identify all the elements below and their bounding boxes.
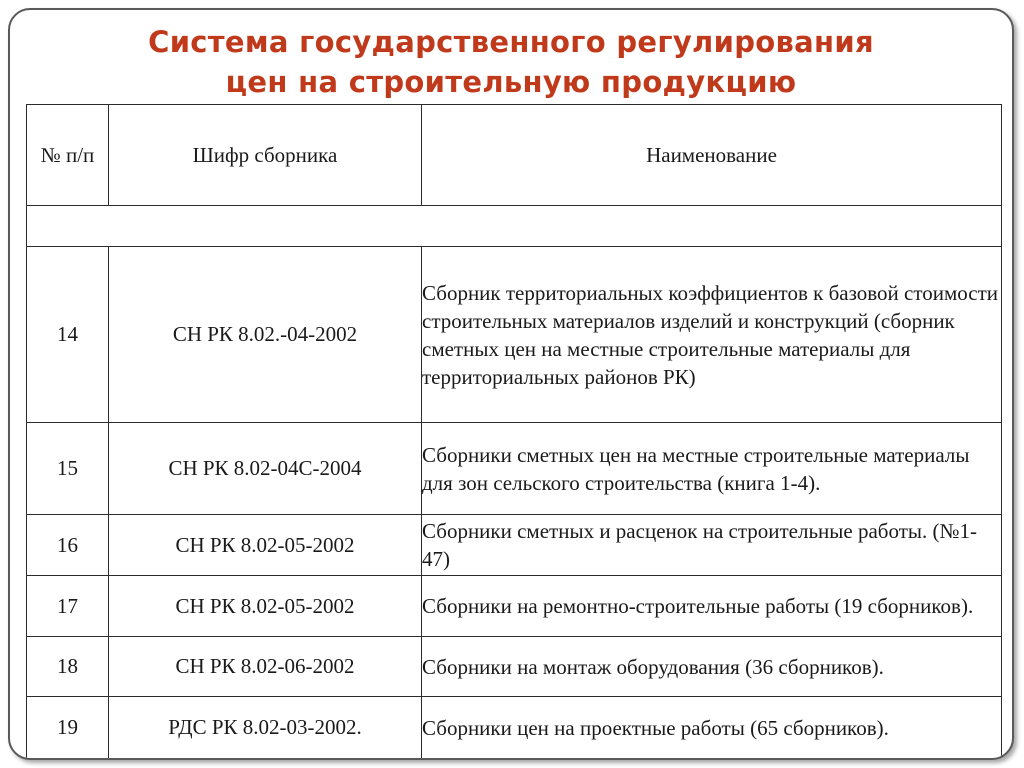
header-num: № п/п — [27, 105, 109, 206]
table-separator-row — [27, 206, 1002, 247]
row-name: Сборники сметных и расценок на строительные работы. (№1-47) — [422, 515, 1002, 576]
table-row — [27, 576, 1002, 637]
row-name: Сборник территориальных коэффициентов к базовой стоимости строительных материалов изделий и конструкций (сборник сметных цен на местные строительные материалы для территориальных районов РК) — [422, 247, 1002, 423]
row-num: 14 — [27, 247, 109, 423]
row-code: СН РК 8.02-05-2002 — [109, 576, 422, 637]
table-row — [27, 515, 1002, 576]
table-row — [27, 637, 1002, 697]
row-code: СН РК 8.02-04С-2004 — [109, 423, 422, 515]
row-num: 16 — [27, 515, 109, 576]
row-num: 18 — [27, 637, 109, 697]
row-num: 17 — [27, 576, 109, 637]
header-code: Шифр сборника — [109, 105, 422, 206]
title-line-1: Система государственного регулирования — [148, 25, 874, 59]
row-name: Сборники на ремонтно-строительные работы (19 сборников). — [422, 576, 1002, 637]
row-name: Сборники на монтаж оборудования (36 сборников). — [422, 637, 1002, 697]
row-name: Сборники сметных цен на местные строительные материалы для зон сельского строительства (книга 1-4). — [422, 423, 1002, 515]
row-code: СН РК 8.02-06-2002 — [109, 637, 422, 697]
slide-frame — [8, 8, 1014, 760]
row-num: 19 — [27, 697, 109, 759]
table-row — [27, 423, 1002, 515]
row-code: СН РК 8.02.-04-2002 — [109, 247, 422, 423]
row-name: Сборники цен на проектные работы (65 сборников). — [422, 697, 1002, 759]
title-line-2: цен на строительную продукцию — [225, 65, 797, 99]
slide-title — [10, 22, 1012, 102]
row-code: СН РК 8.02-05-2002 — [109, 515, 422, 576]
table-header-row — [27, 105, 1002, 206]
catalog-table — [26, 104, 1002, 759]
row-code: РДС РК 8.02-03-2002. — [109, 697, 422, 759]
table-row — [27, 697, 1002, 759]
header-name: Наименование — [422, 105, 1002, 206]
row-num: 15 — [27, 423, 109, 515]
table-row — [27, 247, 1002, 423]
